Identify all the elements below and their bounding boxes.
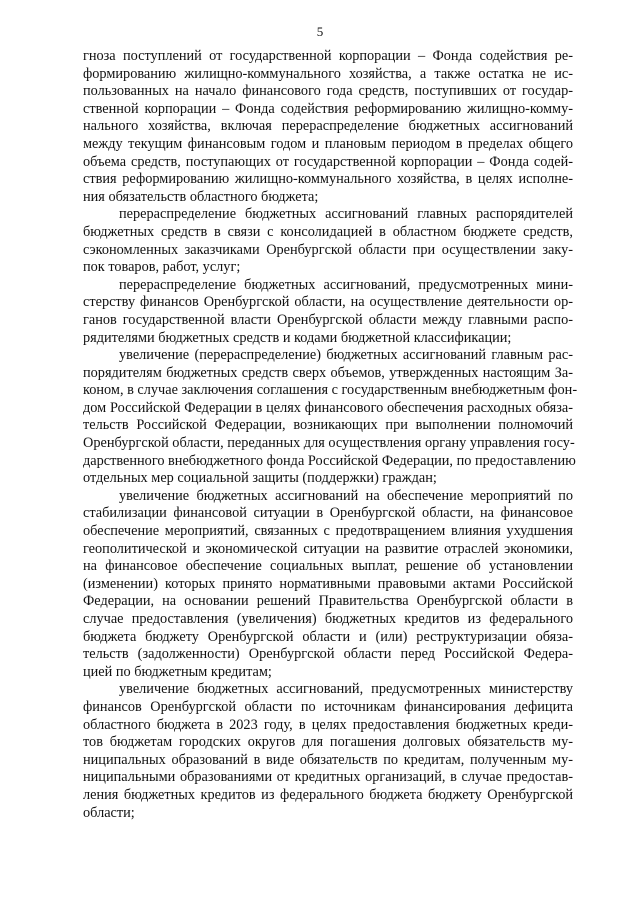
text-line: бюджета бюджету Оренбургской области и (или) реструктуризации обяза-	[83, 628, 573, 645]
text-line: объема средств, поступающих от государственной корпорации – Фонда содей-	[83, 153, 573, 170]
text-line: геополитической и экономической ситуации на развитие отраслей экономики,	[83, 540, 573, 557]
text-line: ния обязательств областного бюджета;	[83, 188, 319, 205]
text-line: финансов Оренбургской области по источникам финансирования дефицита	[83, 698, 573, 715]
text-line: области;	[83, 804, 135, 821]
page-number: 5	[316, 24, 324, 39]
text-line: дарственного внебюджетного фонда Российской Федерации, по предоставлению	[83, 452, 576, 469]
text-line: пок товаров, работ, услуг;	[83, 259, 241, 276]
text-line: ганов государственной власти Оренбургской области между главными распо-	[83, 311, 573, 328]
text-line: обеспечение мероприятий, связанных с предотвращением влияния ухудшения	[83, 523, 573, 540]
text-line: рядителями бюджетных средств и кодами бюджетной классификации;	[83, 329, 512, 346]
text-line: стабилизации финансовой ситуации в Оренбургской области, на финансовое	[83, 505, 573, 522]
text-line: стерству финансов Оренбургской области, на осуществление деятельности ор-	[83, 294, 573, 311]
text-line: нального хозяйства, включая перераспределение бюджетных ассигнований	[83, 118, 573, 135]
text-line: увеличение (перераспределение) бюджетных ассигнований главным рас-	[119, 347, 573, 364]
text-line: коном, в случае заключения соглашения с государственным внебюджетным фон-	[83, 382, 578, 399]
paragraph	[83, 277, 573, 347]
text-line: порядителям бюджетных средств сверх объемов, утвержденных настоящим За-	[83, 364, 573, 381]
text-line: между текущим финансовым годом и плановым периодом в пределах общего	[83, 135, 573, 152]
text-line: бюджетных средств в связи с консолидацией в областном бюджете средств,	[83, 223, 573, 240]
text-line: увеличение бюджетных ассигнований, предусмотренных министерству	[119, 681, 573, 698]
text-line: тельств Российской Федерации, возникающих при выполнении полномочий	[83, 417, 573, 434]
paragraph	[83, 681, 573, 822]
text-line: ниципальными образованиями от кредитных организаций, в случае предостав-	[83, 769, 573, 786]
text-line: ствия реформированию жилищно-коммунального хозяйства, в целях исполне-	[83, 171, 573, 188]
paragraph	[83, 48, 573, 206]
paragraph	[83, 488, 573, 682]
text-line: увеличение бюджетных ассигнований на обеспечение мероприятий по	[119, 487, 573, 504]
text-line: отдельных мер социальной защиты (поддержки) граждан;	[83, 470, 437, 487]
text-line: Оренбургской области, переданных для осуществления органу управления госу-	[83, 435, 575, 452]
text-line: ниципальных образований в виде обязательств по кредитам, полученным му-	[83, 751, 573, 768]
document-body	[83, 48, 578, 822]
text-line: ственной корпорации – Фонда содействия реформированию жилищно-комму-	[83, 100, 573, 117]
text-line: областного бюджета в 2023 году, в целях предоставления бюджетных креди-	[83, 716, 573, 733]
text-line: гноза поступлений от государственной корпорации – Фонда содействия ре-	[83, 48, 573, 64]
paragraph	[83, 206, 573, 276]
text-line: перераспределение бюджетных ассигнований главных распорядителей	[119, 206, 573, 223]
text-line: случае предоставления (увеличения) бюджетных кредитов из федерального	[83, 611, 573, 627]
text-line: ления бюджетных кредитов из федерального бюджета бюджету Оренбургской	[83, 786, 573, 803]
text-line: Федерации, на основании решений Правительства Оренбургской области в	[83, 593, 573, 610]
text-line: тов бюджетам городских округов для погашения долговых обязательств му-	[83, 734, 573, 751]
text-line: тельств (задолженности) Оренбургской области перед Российской Федера-	[83, 646, 573, 663]
text-line: пользованных на начало финансового года средств, поступивших от государ-	[83, 83, 573, 100]
paragraph	[83, 347, 578, 488]
text-line: перераспределение бюджетных ассигнований, предусмотренных мини-	[119, 276, 573, 293]
text-line: сэкономленных заказчиками Оренбургской области при осуществлении заку-	[83, 241, 573, 258]
text-line: (изменении) которых принято нормативными правовыми актами Российской	[83, 575, 573, 592]
text-line: дом Российской Федерации в целях финансового обеспечения расходных обяза-	[83, 399, 573, 416]
text-line: на финансовое обеспечение социальных выплат, решение об установлении	[83, 558, 573, 575]
text-line: формированию жилищно-коммунального хозяйства, а также остатка не ис-	[83, 65, 573, 82]
text-line: цией по бюджетным кредитам;	[83, 663, 272, 680]
